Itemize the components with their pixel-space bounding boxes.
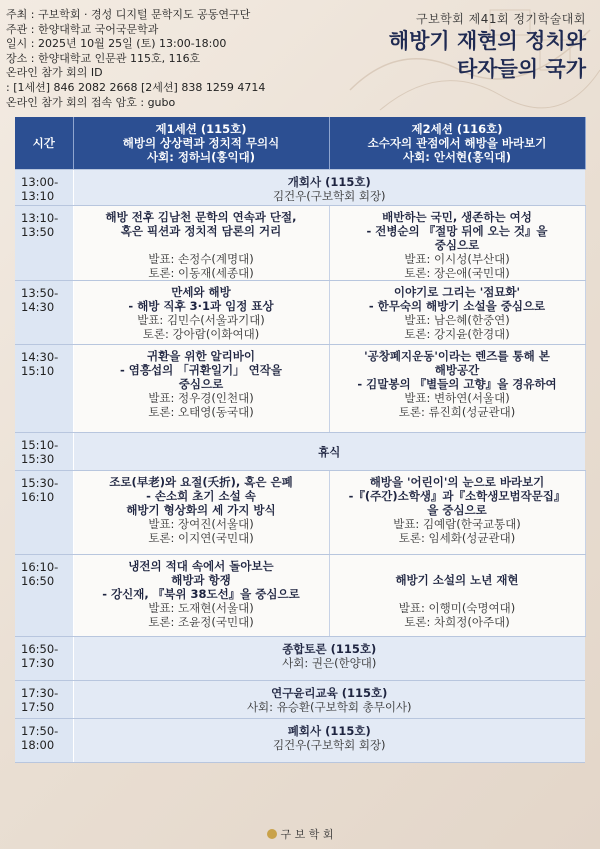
paper-title: - 해방 직후 3·1과 임정 표상 [128,299,274,313]
paper-title: 을 중심으로 [427,503,487,517]
time-text: 17:30 [21,656,55,670]
time-text: 13:50 [21,225,55,239]
discussant: 토론: 임세화(성균관대) [398,531,516,545]
time-cell [15,281,73,345]
presenter: 발표: 변하연(서울대) [404,391,510,405]
time-cell [15,681,73,719]
plenary-cell [73,681,585,719]
program-table [15,117,586,763]
paper-title: 해방공간 [434,363,480,377]
paper-title: - 김말봉의 『별들의 고향』을 경유하여 [357,377,557,391]
time-cell [15,471,73,555]
time-text: 16:10 [21,490,55,504]
paper-title: -『(주간)소학생』과『소학생모범작문집』 [348,489,566,503]
time-text: 14:30- [21,350,59,364]
paper-title: 배반하는 국민, 생존하는 여성 [382,210,532,224]
session2-cell [329,206,585,281]
plenary-title: 폐회사 (115호) [287,724,371,738]
plenary-cell [73,637,585,681]
gubo-logo-icon [267,829,277,839]
plenary-cell [73,719,585,763]
presenter: 발표: 장여진(서울대) [148,517,254,531]
time-text: 13:50- [21,286,59,300]
session2-header [329,117,585,170]
paper-title: '공창폐지운동'이라는 렌즈를 통해 본 [364,349,550,363]
session2-title: 제2세션 (116호) [411,122,503,136]
paper-title: - 손소희 초기 소설 속 [146,489,256,503]
session1-title: 제1세션 (115호) [155,122,247,136]
time-text: 17:50- [21,724,59,738]
time-text: 16:10- [21,560,59,574]
session1-header [73,117,329,170]
presenter: 발표: 이행미(숙명여대) [398,601,516,615]
plenary-person: 사회: 유승환(구보학회 총무이사) [246,700,412,714]
session1-cell [73,345,329,433]
paper-title: - 강신재, 『북위 38도선』을 중심으로 [102,587,300,601]
plenary-title: 종합토론 (115호) [282,642,377,656]
plenary-person: 김건우(구보학회 회장) [272,189,386,203]
table-row [15,206,585,281]
time-text: 13:00- [21,175,59,189]
table-row [15,637,585,681]
paper-title: 해방과 항쟁 [171,573,231,587]
online-password: 온라인 참가 회의 접속 암호 : gubo [6,95,176,109]
paper-title: 해방을 '어린이'의 눈으로 바라보기 [369,475,545,489]
col-time-header: 시간 [15,117,73,170]
paper-title: 해방 전후 김남천 문학의 연속과 단절, [105,210,297,224]
time-text: 15:30- [21,476,59,490]
session1-chair: 사회: 정하늬(홍익대) [147,150,255,164]
presenter: 발표: 이시성(부산대) [404,252,510,266]
time-text: 17:30- [21,686,59,700]
presenter: 발표: 정우경(인천대) [148,391,254,405]
discussant: 토론: 류진희(성균관대) [398,405,516,419]
time-text: 14:30 [21,300,55,314]
title-block [389,10,586,83]
paper-title: 조로(早老)와 요절(夭折), 혹은 은폐 [109,475,293,489]
paper-title: 해방기 소설의 노년 재현 [395,573,519,587]
paper-title: 귀환을 위한 알리바이 [147,349,255,363]
paper-title: 중심으로 [434,238,480,252]
time-text: 15:10- [21,438,59,452]
presenter: 발표: 김민수(서울과기대) [137,313,265,327]
discussant: 토론: 장은애(국민대) [404,266,510,280]
plenary-title: 연구윤리교육 (115호) [271,686,388,700]
date-text: 일시 : 2025년 10월 25일 (토) 13:00-18:00 [6,37,227,51]
paper-title: 냉전의 적대 속에서 돌아보는 [128,559,274,573]
time-text: 13:10- [21,211,59,225]
discussant: 토론: 이동재(세종대) [148,266,254,280]
discussant: 토론: 이지연(국민대) [148,531,254,545]
discussant: 토론: 강지윤(한경대) [404,327,510,341]
time-text: 16:50 [21,574,55,588]
session2-cell [329,281,585,345]
plenary-title: 휴식 [318,445,341,459]
title-line-2: 타자들의 국가 [456,57,586,81]
subtitle: 구보학회 제41회 정기학술대회 [415,12,586,26]
discussant: 토론: 오태영(동국대) [148,405,254,419]
table-row [15,433,585,471]
place-text: 장소 : 한양대학교 인문관 115호, 116호 [6,51,201,65]
footer-logo [0,826,600,842]
table-row [15,471,585,555]
session1-cell [73,281,329,345]
paper-title: - 전병순의 『절망 뒤에 오는 것』을 [366,224,548,238]
paper-title: - 염흥섭의 「귀환일기」 연작을 [120,363,282,377]
time-cell [15,170,73,206]
table-row [15,681,585,719]
time-cell [15,637,73,681]
discussant: 토론: 강아람(이화여대) [142,327,260,341]
session1-cell [73,206,329,281]
table-row [15,345,585,433]
paper-title: 만세와 해방 [171,285,231,299]
session1-cell [73,555,329,637]
paper-title: 혹은 픽션과 정치적 담론의 거리 [120,224,282,238]
session2-cell [329,345,585,433]
time-cell [15,433,73,471]
table-row [15,170,585,206]
online-id-label: 온라인 참가 회의 ID [6,66,103,80]
logo-text: 구 보 학 회 [280,828,334,841]
time-text: 15:10 [21,364,55,378]
time-text: 17:50 [21,700,55,714]
session1-theme: 해방의 상상력과 정치적 무의식 [122,136,280,150]
online-ids: : [1세션] 846 2082 2668 [2세션] 838 1259 4714 [6,80,266,94]
plenary-cell [73,170,585,206]
time-cell [15,555,73,637]
host-text: 주최 : 구보학회 · 경성 디지털 문학지도 공동연구단 [6,8,251,21]
plenary-person: 김건우(구보학회 회장) [272,738,386,752]
discussant: 토론: 조윤정(국민대) [148,615,254,629]
paper-title: 해방기 형상화의 세 가지 방식 [126,503,276,517]
session1-cell [73,471,329,555]
presenter: 발표: 손정수(계명대) [148,252,254,266]
table-row [15,719,585,763]
session2-cell [329,555,585,637]
session2-theme: 소수자의 관점에서 해방을 바라보기 [367,136,547,150]
organizer-text: 주관 : 한양대학교 국어국문학과 [6,22,159,36]
table-row [15,555,585,637]
session2-chair: 사회: 안서현(홍익대) [403,150,511,164]
plenary-cell [73,433,585,471]
time-text: 16:50- [21,642,59,656]
paper-title: 중심으로 [178,377,224,391]
event-info [6,8,265,110]
presenter: 발표: 남은혜(한중연) [404,313,510,327]
time-text: 15:30 [21,452,55,466]
table-row [15,281,585,345]
title-line-1: 해방기 재현의 정치와 [388,29,586,53]
discussant: 토론: 차희정(아주대) [404,615,510,629]
plenary-person: 사회: 권은(한양대) [282,656,377,670]
table-header-row [15,117,585,170]
time-cell [15,345,73,433]
time-text: 13:10 [21,189,55,203]
session2-cell [329,471,585,555]
presenter: 발표: 도재현(서울대) [148,601,254,615]
paper-title: - 한무숙의 해방기 소설을 중심으로 [368,299,546,313]
time-cell [15,719,73,763]
presenter: 발표: 김예람(한국교통대) [393,517,521,531]
plenary-title: 개회사 (115호) [287,175,371,189]
time-cell [15,206,73,281]
paper-title: 이야기로 그리는 '점묘화' [393,285,521,299]
time-text: 18:00 [21,738,55,752]
